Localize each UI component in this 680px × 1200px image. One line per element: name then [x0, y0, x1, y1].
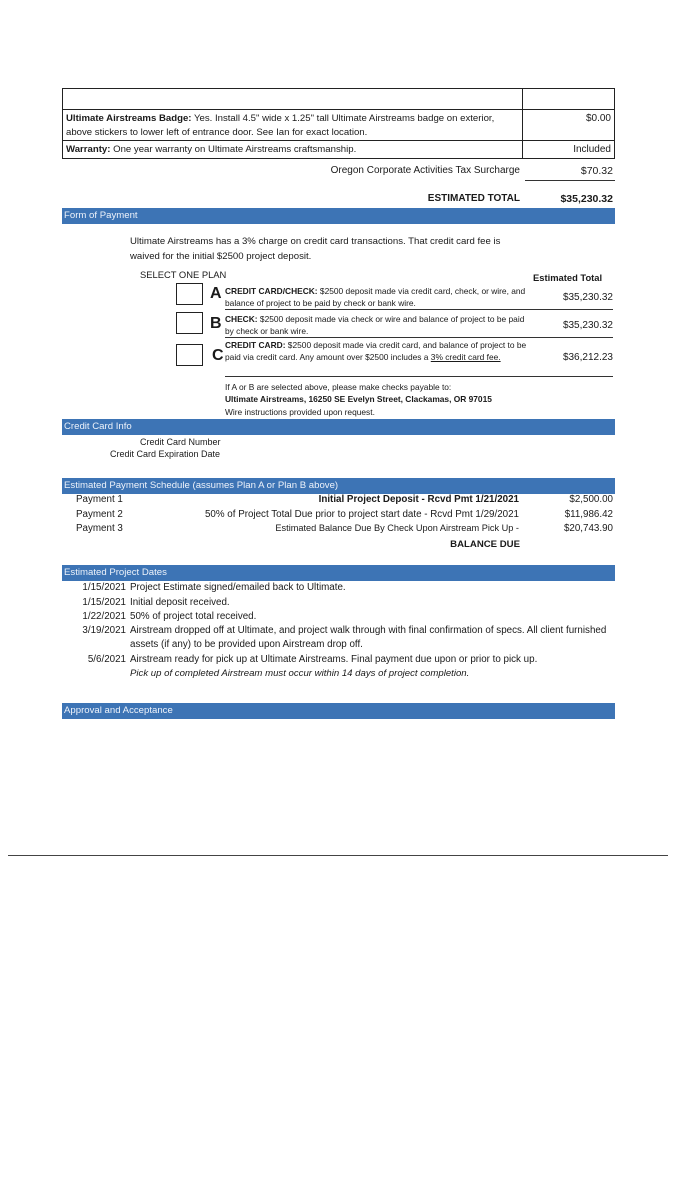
plan-a-underline [225, 309, 613, 310]
plan-b-letter: B [210, 315, 222, 332]
plan-c-underline [225, 376, 613, 377]
payment-amount: $11,986.42 [564, 509, 613, 520]
date-value: 3/19/2021 [82, 625, 126, 636]
warranty-description: Warranty: One year warranty on Ultimate Airstreams craftsmanship. [63, 141, 523, 158]
plan-b-underline [225, 337, 613, 338]
date-row [62, 596, 615, 610]
table-header-row [62, 88, 615, 110]
plan-b-description: CHECK: $2500 deposit made via check or wire and balance of project to be paid by check or bank wire. [225, 314, 525, 336]
credit-card-expiration-label: Credit Card Expiration Date [110, 449, 221, 459]
plan-a-letter: A [210, 285, 222, 302]
date-text: Initial deposit received. [130, 597, 230, 608]
estimated-total-label: ESTIMATED TOTAL [427, 193, 520, 204]
payment-label: Payment 1 [76, 494, 123, 505]
tax-label: Oregon Corporate Activities Tax Surcharge [330, 165, 520, 176]
plan-a-description: CREDIT CARD/CHECK: $2500 deposit made via credit card, check, or wire, and balance of project to be paid by check or bank wire. [225, 286, 526, 308]
credit-card-fee-note: Ultimate Airstreams has a 3% charge on credit card transactions. That credit card fee is waived for the initial $2500 project deposit. [130, 236, 501, 262]
date-value: 1/15/2021 [82, 597, 126, 608]
plan-c-letter: C [212, 347, 224, 364]
payment-row [62, 494, 615, 508]
date-row [62, 653, 615, 667]
date-row [62, 610, 615, 624]
plan-a-amount: $35,230.32 [562, 292, 613, 303]
badge-amount: $0.00 [585, 113, 611, 124]
plan-c-checkbox[interactable] [176, 344, 203, 366]
plan-c-amount: $36,212.23 [562, 352, 613, 363]
date-text: Project Estimate signed/emailed back to Ultimate. [130, 582, 346, 593]
date-text: Airstream dropped off at Ultimate, and project walk through with final confirmation of specs. All client furnished assets (if any) to be provided upon Airstream drop off. [130, 625, 607, 650]
select-plan-label: SELECT ONE PLAN [140, 269, 227, 280]
estimated-total-value: $35,230.32 [560, 193, 613, 205]
date-text: 50% of project total received. [130, 611, 257, 622]
approval-acceptance-header: Approval and Acceptance [62, 703, 615, 719]
payment-schedule-header: Estimated Payment Schedule (assumes Plan A or Plan B above) [62, 478, 615, 494]
tax-value: $70.32 [580, 165, 613, 177]
date-value: 1/15/2021 [82, 582, 126, 593]
form-of-payment-header: Form of Payment [62, 208, 615, 224]
table-row-badge [62, 110, 615, 141]
page-divider [8, 855, 668, 856]
plan-b-amount: $35,230.32 [562, 320, 613, 331]
date-value: 5/6/2021 [87, 654, 126, 665]
wire-instructions-note: Wire instructions provided upon request. [225, 407, 375, 417]
balance-due-label: BALANCE DUE [450, 539, 520, 550]
tax-underline [525, 180, 615, 181]
payment-description: Initial Project Deposit - Rcvd Pmt 1/21/2021 [318, 494, 519, 505]
date-row [62, 581, 615, 595]
payment-amount: $2,500.00 [569, 494, 613, 505]
payment-label: Payment 2 [76, 509, 123, 520]
credit-card-info-header: Credit Card Info [62, 419, 615, 435]
plan-a-checkbox[interactable] [176, 283, 203, 305]
payment-row [62, 523, 615, 537]
credit-card-number-label: Credit Card Number [140, 437, 221, 447]
warranty-amount: Included [573, 144, 611, 155]
date-text: Airstream ready for pick up at Ultimate Airstreams. Final payment due upon or prior to pick up. [130, 654, 538, 665]
plan-b-checkbox[interactable] [176, 312, 203, 334]
estimated-total-column-label: Estimated Total [533, 272, 603, 283]
payment-description: Estimated Balance Due By Check Upon Airstream Pick Up - [275, 523, 519, 533]
payment-amount: $20,743.90 [563, 523, 613, 534]
table-row-warranty [62, 141, 615, 159]
date-row [62, 624, 615, 652]
pickup-deadline-note: Pick up of completed Airstream must occur within 14 days of project completion. [130, 668, 470, 679]
checks-payable-line: If A or B are selected above, please make checks payable to: [225, 382, 452, 392]
project-dates-header: Estimated Project Dates [62, 565, 615, 581]
payment-description: 50% of Project Total Due prior to project start date - Rcvd Pmt 1/29/2021 [204, 509, 519, 520]
checks-payable-address: Ultimate Airstreams, 16250 SE Evelyn Street, Clackamas, OR 97015 [225, 394, 492, 404]
date-value: 1/22/2021 [82, 611, 126, 622]
payment-label: Payment 3 [76, 523, 123, 534]
plan-c-description: CREDIT CARD: $2500 deposit made via credit card, and balance of project to be paid via credit card. Any amount over $2500 includes a 3% credit card fee. [225, 340, 527, 362]
badge-description: Ultimate Airstreams Badge: Yes. Install 4.5" wide x 1.25" tall Ultimate Airstreams badge on exterior, above stickers to lower left of entrance door. See Ian for exact location. [63, 110, 523, 140]
payment-row [62, 509, 615, 523]
